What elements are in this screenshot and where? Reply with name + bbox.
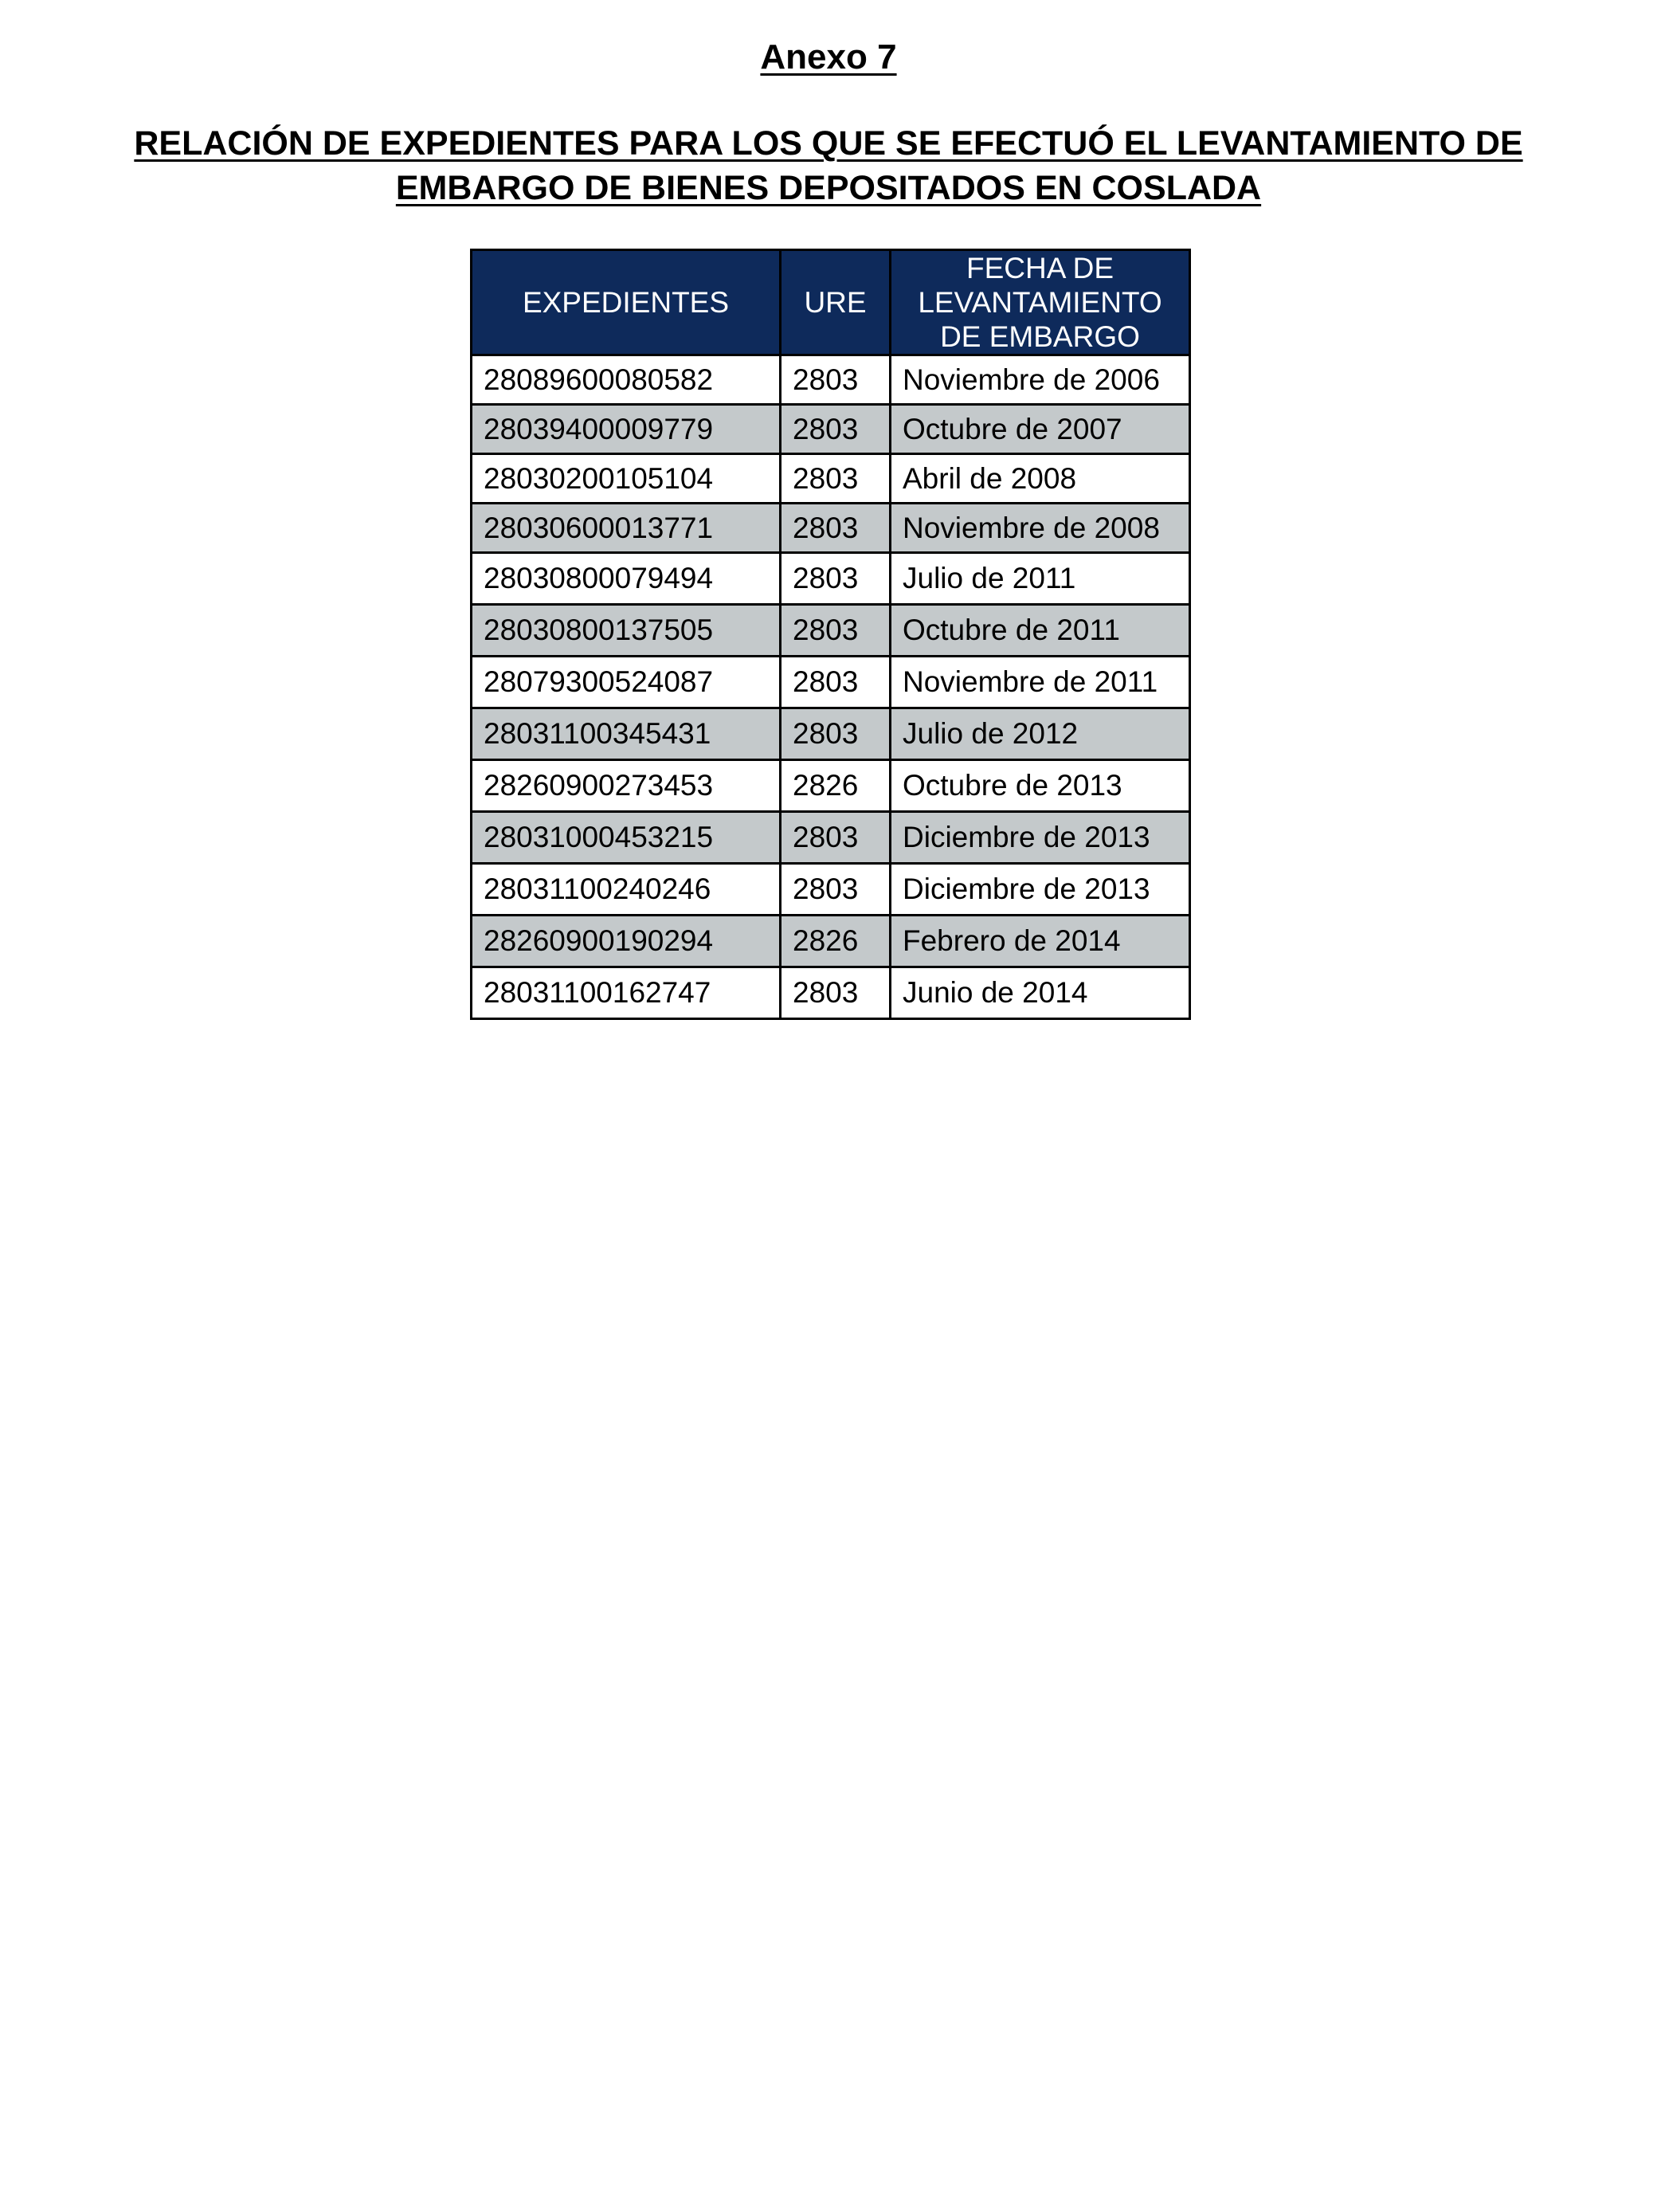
table-row (472, 355, 1190, 405)
cell-expediente: 28031000453215 (472, 812, 781, 864)
cell-fecha: Octubre de 2007 (891, 405, 1190, 454)
table-row (472, 553, 1190, 605)
cell-ure: 2826 (781, 916, 891, 967)
cell-expediente: 28260900273453 (472, 760, 781, 812)
cell-fecha: Febrero de 2014 (891, 916, 1190, 967)
cell-fecha: Abril de 2008 (891, 454, 1190, 504)
cell-expediente: 28079300524087 (472, 657, 781, 708)
cell-ure: 2803 (781, 553, 891, 605)
cell-ure: 2803 (781, 708, 891, 760)
header-expedientes: EXPEDIENTES (472, 250, 781, 355)
cell-fecha: Noviembre de 2006 (891, 355, 1190, 405)
cell-expediente: 28030600013771 (472, 504, 781, 553)
annex-title: Anexo 7 (760, 37, 897, 76)
cell-ure: 2803 (781, 864, 891, 916)
table-header-row (472, 250, 1190, 355)
header-fecha-line-3: DE EMBARGO (940, 320, 1140, 353)
cell-fecha: Diciembre de 2013 (891, 812, 1190, 864)
cell-expediente: 28030200105104 (472, 454, 781, 504)
table-row (472, 605, 1190, 657)
table-row (472, 916, 1190, 967)
cell-fecha: Diciembre de 2013 (891, 864, 1190, 916)
document-title (80, 121, 1577, 210)
table-row (472, 864, 1190, 916)
table-row (472, 657, 1190, 708)
cell-fecha: Julio de 2011 (891, 553, 1190, 605)
header-fecha-line-1: FECHA DE (966, 252, 1114, 284)
cell-fecha: Noviembre de 2008 (891, 504, 1190, 553)
cell-ure: 2803 (781, 405, 891, 454)
cell-ure: 2803 (781, 605, 891, 657)
cell-fecha: Octubre de 2013 (891, 760, 1190, 812)
cell-expediente: 28030800079494 (472, 553, 781, 605)
cell-ure: 2803 (781, 812, 891, 864)
cell-fecha: Octubre de 2011 (891, 605, 1190, 657)
cell-expediente: 28031100345431 (472, 708, 781, 760)
table-row (472, 708, 1190, 760)
cell-expediente: 28260900190294 (472, 916, 781, 967)
cell-expediente: 28039400009779 (472, 405, 781, 454)
header-fecha-line-2: LEVANTAMIENTO (918, 286, 1162, 319)
table-row (472, 454, 1190, 504)
table-row (472, 405, 1190, 454)
cell-ure: 2803 (781, 657, 891, 708)
cell-fecha: Noviembre de 2011 (891, 657, 1190, 708)
cell-expediente: 28089600080582 (472, 355, 781, 405)
cell-expediente: 28031100240246 (472, 864, 781, 916)
document-title-line-1: RELACIÓN DE EXPEDIENTES PARA LOS QUE SE EFECTUÓ EL LEVANTAMIENTO DE (134, 124, 1523, 163)
table-row (472, 760, 1190, 812)
header-fecha (891, 250, 1190, 355)
cell-ure: 2803 (781, 504, 891, 553)
cell-fecha: Julio de 2012 (891, 708, 1190, 760)
table-row (472, 812, 1190, 864)
cell-fecha: Junio de 2014 (891, 967, 1190, 1019)
expedientes-table (470, 249, 1191, 1020)
cell-expediente: 28031100162747 (472, 967, 781, 1019)
table-row (472, 504, 1190, 553)
cell-ure: 2826 (781, 760, 891, 812)
document-title-line-2: EMBARGO DE BIENES DEPOSITADOS EN COSLADA (395, 169, 1262, 207)
cell-ure: 2803 (781, 454, 891, 504)
cell-expediente: 28030800137505 (472, 605, 781, 657)
cell-ure: 2803 (781, 967, 891, 1019)
table-row (472, 967, 1190, 1019)
header-ure: URE (781, 250, 891, 355)
cell-ure: 2803 (781, 355, 891, 405)
